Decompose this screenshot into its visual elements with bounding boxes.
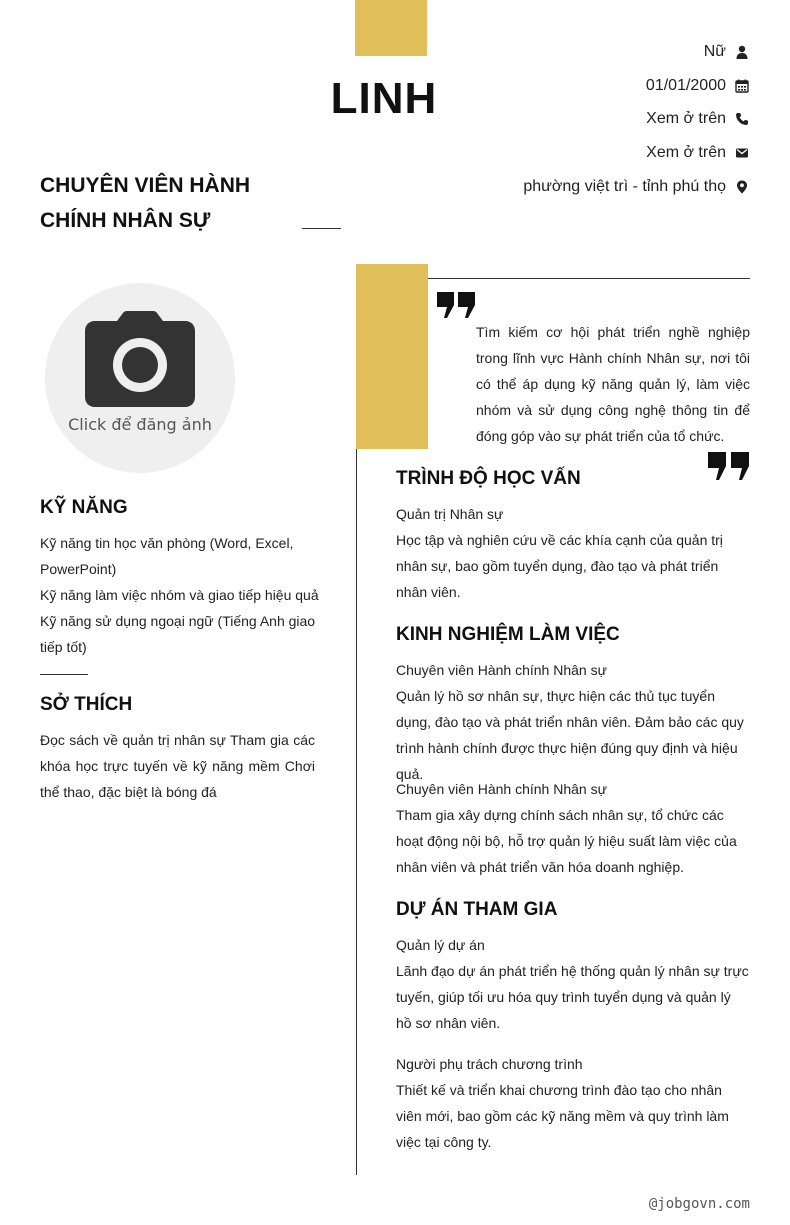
footer-watermark: @jobgovn.com — [648, 1196, 750, 1212]
experience-role[interactable]: Chuyên viên Hành chính Nhân sự — [396, 781, 607, 797]
avatar-caption: Click để đăng ảnh — [68, 415, 212, 434]
project-text[interactable]: Thiết kế và triển khai chương trình đào tạo cho nhân viên mới, bao gồm các kỹ năng mềm và quy trình làm việc tại công ty. — [396, 1082, 729, 1150]
education-text[interactable]: Học tập và nghiên cứu về các khía cạnh của quản trị nhân sự, bao gồm tuyển dụng, đào tạo và phát triển nhân viên. — [396, 532, 723, 600]
left-divider — [40, 674, 88, 675]
quote-top-line — [428, 278, 750, 279]
calendar-icon — [734, 78, 750, 94]
contact-gender[interactable] — [704, 40, 750, 64]
skill-item: Kỹ năng sử dụng ngoại ngữ (Tiếng Anh giao tiếp tốt) — [40, 613, 316, 655]
title-divider — [302, 228, 341, 229]
accent-block-quote — [356, 264, 428, 449]
phone-icon — [734, 111, 750, 127]
camera-icon — [83, 311, 197, 411]
education-subtitle[interactable]: Quản trị Nhân sự — [396, 506, 504, 522]
job-title-line-1: CHUYÊN VIÊN HÀNH — [40, 174, 251, 197]
contact-phone[interactable] — [646, 107, 750, 131]
experience-text[interactable]: Tham gia xây dựng chính sách nhân sự, tổ chức các hoạt động nội bộ, hỗ trợ quản lý hiệu suất làm việc của nhân viên và phát triển văn hóa doanh nghiệp. — [396, 807, 737, 875]
quote-close-icon — [708, 452, 750, 480]
project-role[interactable]: Quản lý dự án — [396, 937, 485, 953]
envelope-icon — [734, 145, 750, 161]
skill-item: Kỹ năng tin học văn phòng (Word, Excel, PowerPoint) — [40, 535, 294, 577]
project-text[interactable]: Lãnh đạo dự án phát triển hệ thống quản lý nhân sự trực tuyến, giúp tối ưu hóa quy trình tuyển dụng và quản lý hồ sơ nhân viên. — [396, 963, 749, 1031]
email-text: Xem ở trên — [646, 144, 726, 161]
accent-block-top — [355, 0, 427, 56]
avatar-upload[interactable] — [45, 283, 235, 473]
birthday-text: 01/01/2000 — [645, 77, 726, 94]
contact-email[interactable] — [646, 141, 750, 165]
skills-list[interactable] — [40, 530, 325, 660]
candidate-name[interactable]: LINH — [330, 74, 438, 123]
project-role[interactable]: Người phụ trách chương trình — [396, 1056, 583, 1072]
career-objective[interactable]: Tìm kiếm cơ hội phát triển nghề nghiệp trong lĩnh vực Hành chính Nhân sự, nơi tôi có thể áp dụng kỹ năng quản lý, làm việc nhóm và sử dụng công nghệ thông tin để đóng góp vào sự phát triển của tổ chức. — [476, 324, 750, 444]
quote-open-icon — [437, 292, 475, 318]
skills-title[interactable]: KỸ NĂNG — [40, 497, 128, 518]
address-text: phường việt trì - tỉnh phú thọ — [523, 178, 726, 195]
location-pin-icon — [734, 179, 750, 195]
job-title-line-2: CHÍNH NHÂN SỰ — [40, 209, 211, 232]
job-title[interactable] — [40, 168, 300, 238]
person-icon — [734, 44, 750, 60]
hobbies-text[interactable]: Đọc sách về quản trị nhân sự Tham gia các khóa học trực tuyến về kỹ năng mềm Chơi thể thao, đặc biệt là bóng đá — [40, 732, 315, 800]
projects-title[interactable]: DỰ ÁN THAM GIA — [396, 899, 558, 920]
phone-text: Xem ở trên — [646, 110, 726, 127]
education-title[interactable]: TRÌNH ĐỘ HỌC VẤN — [396, 468, 581, 489]
gender-text: Nữ — [703, 43, 726, 60]
contact-birthday[interactable] — [646, 74, 750, 98]
experience-text[interactable]: Quản lý hồ sơ nhân sự, thực hiện các thủ tục tuyển dụng, đào tạo và phát triển nhân viên. Đảm bảo các quy trình hành chính được thực hiện đúng quy định và hiệu quả. — [396, 688, 744, 782]
skill-item: Kỹ năng làm việc nhóm và giao tiếp hiệu quả — [40, 587, 319, 603]
experience-title[interactable]: KINH NGHIỆM LÀM VIỆC — [396, 624, 620, 645]
hobbies-title[interactable]: SỞ THÍCH — [40, 694, 133, 715]
contact-address[interactable] — [523, 175, 750, 199]
column-divider — [356, 449, 357, 1175]
experience-role[interactable]: Chuyên viên Hành chính Nhân sự — [396, 662, 607, 678]
